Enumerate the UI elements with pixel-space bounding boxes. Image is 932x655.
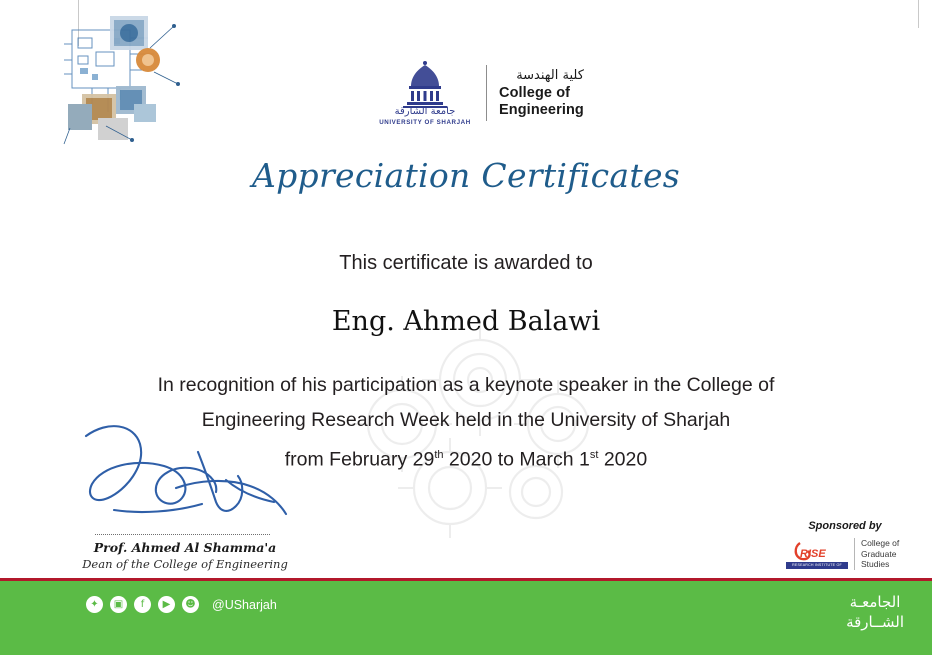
- instagram-icon[interactable]: ▣: [110, 596, 127, 613]
- footer-arabic-line1: الجامعـة: [849, 593, 901, 611]
- sponsor-logos: [786, 538, 912, 574]
- body-line-2: Engineering Research Week held in the University of Sharjah: [201, 409, 731, 431]
- handwritten-signature: [78, 418, 303, 528]
- certificate-title: Appreciation Certificates: [251, 156, 681, 195]
- body-line-3-pre: from February 29: [284, 448, 435, 471]
- signature-rule: [95, 534, 270, 535]
- university-logo-arabic: جامعة الشارقة: [394, 106, 456, 117]
- body-line-1: In recognition of his participation as a keynote speaker in the College of: [157, 374, 775, 396]
- rise-logo-subtitle-bar: [786, 562, 848, 574]
- circuit-collage-graphic: [62, 8, 190, 148]
- body-line-3-sup1: th: [434, 449, 444, 461]
- youtube-icon[interactable]: ▶: [158, 596, 175, 613]
- crop-mark-top-right: [918, 0, 919, 28]
- cgs-line2: Graduate: [861, 548, 897, 559]
- rise-logo-subtitle: RESEARCH INSTITUTE OF SCIENCES AND ENGINEERING: [788, 563, 846, 574]
- cgs-line1: College of: [861, 538, 900, 549]
- university-logo-name: UNIVERSITY OF SHARJAH: [379, 119, 471, 126]
- sponsored-by-label: Sponsored by: [808, 520, 882, 532]
- header-logo-block: [370, 58, 620, 128]
- college-name-group: [499, 68, 584, 119]
- university-of-sharjah-logo-icon: [370, 59, 480, 127]
- rise-logo-word: RISE: [800, 548, 826, 560]
- body-line-3-post: 2020: [598, 448, 648, 471]
- footer-accent-line: [0, 578, 932, 581]
- facebook-icon[interactable]: f: [134, 596, 151, 613]
- social-links[interactable]: [86, 596, 277, 613]
- footer-arabic-line2: الشــارقة: [846, 613, 904, 632]
- body-line-3-mid: 2020 to March 1: [443, 448, 590, 471]
- logo-divider: [486, 65, 487, 121]
- awarded-to-label: This certificate is awarded to: [339, 252, 593, 274]
- college-name-arabic: كلية الهندسة: [516, 67, 584, 83]
- snapchat-icon[interactable]: ☻: [182, 596, 199, 613]
- footer-arabic-wordmark: [846, 592, 904, 633]
- recipient-name: Eng. Ahmed Balawi: [331, 306, 601, 337]
- social-handle[interactable]: @USharjah: [212, 597, 277, 612]
- signatory-role: Dean of the College of Engineering: [82, 557, 288, 571]
- body-line-3-sup2: st: [589, 449, 599, 461]
- rise-logo-icon: [786, 539, 848, 574]
- footer-bar: [0, 578, 932, 655]
- twitter-icon[interactable]: ✦: [86, 596, 103, 613]
- college-of-graduate-studies-logo: [854, 538, 899, 570]
- college-name-english-line1: College of: [499, 84, 571, 101]
- signatory-name: Prof. Ahmed Al Shamma'a: [93, 540, 277, 555]
- cgs-line3: Studies: [861, 559, 890, 570]
- college-name-english-line2: Engineering: [499, 101, 584, 118]
